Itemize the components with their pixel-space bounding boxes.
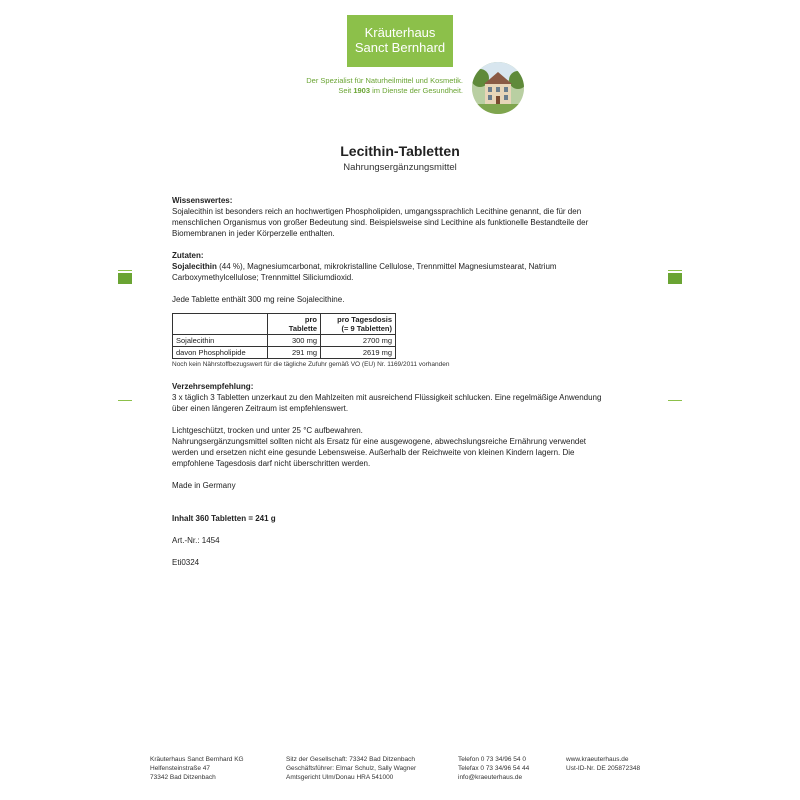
logo-line-2: Sanct Bernhard: [354, 40, 446, 55]
row-name: davon Phospholipide: [173, 347, 268, 359]
table-header-row: [173, 314, 396, 335]
product-info: [172, 195, 612, 568]
footer-contact: [458, 755, 529, 782]
inhalt-text: Inhalt 360 Tabletten = 241 g: [172, 514, 276, 523]
product-title: Lecithin-Tabletten: [340, 143, 460, 159]
verzehr-label: Verzehrsempfehlung:: [172, 382, 254, 391]
nutrition-table: [172, 313, 396, 359]
footer-web: [566, 755, 640, 773]
verzehr-text: 3 x täglich 3 Tabletten unzerkaut zu den Mahlzeiten mit ausreichend Flüssigkeit schlucken. Eine regelmäßige Anwendung über einen längeren Zeitraum ist empfehlenswert.: [172, 393, 602, 413]
zutaten-highlight: Sojalecithin: [172, 262, 217, 271]
table-row: [173, 335, 396, 347]
product-subtitle: Nahrungsergänzungsmittel: [343, 162, 457, 173]
row-per-tablet: 300 mg: [268, 335, 321, 347]
tagline-post: im Dienste der Gesundheit.: [370, 86, 463, 95]
footer-line: Ust-ID-Nr. DE 205872348: [566, 765, 641, 772]
footer-company: [150, 755, 244, 782]
zutaten-rest: (44 %), Magnesiumcarbonat, mikrokristalline Cellulose, Trennmittel Magnesiumstearat, Natrium Carboxymethylcellulose; Trennmittel Siliciumdioxid.: [172, 262, 557, 282]
footer-email[interactable]: info@kraeuterhaus.de: [458, 774, 523, 781]
header-per-day-1: pro Tagesdosis: [337, 315, 392, 324]
tagline-year: 1903: [353, 86, 371, 95]
footer-line: Geschäftsführer: Elmar Schulz, Sally Wagner: [286, 765, 417, 772]
footer-line: Sitz der Gesellschaft: 73342 Bad Ditzenbach: [286, 756, 415, 763]
brand-logo: [347, 15, 453, 67]
building-image: [472, 62, 524, 114]
art-nr-text: Art.-Nr.: 1454: [172, 536, 220, 545]
row-per-tablet: 291 mg: [268, 347, 321, 359]
footer-website-link[interactable]: www.kraeuterhaus.de: [566, 756, 629, 763]
building-photo: [472, 62, 524, 114]
table-header-per-tablet: [268, 314, 321, 335]
footer-legal: [286, 755, 416, 782]
footer-line: Amtsgericht Ulm/Donau HRA 541000: [286, 774, 394, 781]
eti-text: Eti0324: [172, 558, 200, 567]
punch-mark-left: [118, 400, 132, 401]
tagline-line-2: [288, 86, 463, 96]
made-in-text: Made in Germany: [172, 481, 236, 490]
zutaten-text: [172, 261, 612, 283]
per-tablet-text: Jede Tablette enthält 300 mg reine Sojalecithine.: [172, 295, 345, 304]
zutaten-label: Zutaten:: [172, 251, 204, 260]
fold-mark-left: [118, 270, 132, 284]
footer-line: Helfensteinstraße 47: [150, 765, 210, 772]
warning-text: Nahrungsergänzungsmittel sollten nicht als Ersatz für eine ausgewogene, abwechslungsreiche Ernährung verwendet werden und ersetzen nicht eine gesunde Lebensweise. Außerhalb der Reichweite von kleinen Kindern lagern. Die empfohlene Tagesdosis darf nicht überschritten werden.: [172, 437, 587, 468]
row-per-day: 2700 mg: [321, 335, 396, 347]
brand-tagline: [288, 76, 463, 96]
row-per-day: 2619 mg: [321, 347, 396, 359]
punch-mark-right: [668, 400, 682, 401]
footer-line: Telefax 0 73 34/96 54 44: [458, 765, 530, 772]
table-row: [173, 347, 396, 359]
tagline-line-1: Der Spezialist für Naturheilmittel und Kosmetik.: [306, 76, 463, 85]
table-note: Noch kein Nährstoffbezugswert für die tägliche Zufuhr gemäß VO (EU) Nr. 1169/2011 vorhanden: [172, 361, 450, 368]
fold-mark-right: [668, 270, 682, 284]
header-per-tablet-2: Tablette: [288, 324, 317, 333]
footer-line: Telefon 0 73 34/96 54 0: [458, 756, 526, 763]
wissenswertes-text: Sojalecithin ist besonders reich an hochwertigen Phospholipiden, umgangssprachlich Lecithine genannt, die für den menschlichen Organismus von großer Bedeutung sind. Beispielsweise sind Lecithine als funktionelle Bestandteile der Biomembranen in jeder Körperzelle enthalten.: [172, 207, 589, 238]
footer-line: Kräuterhaus Sanct Bernhard KG: [150, 756, 244, 763]
tagline-pre: Seit: [338, 86, 354, 95]
header-per-tablet-1: pro: [304, 315, 317, 324]
row-name: Sojalecithin: [173, 335, 268, 347]
storage-text: Lichtgeschützt, trocken und unter 25 °C aufbewahren.: [172, 426, 363, 435]
table-header-empty: [173, 314, 268, 335]
wissenswertes-label: Wissenswertes:: [172, 196, 233, 205]
header-per-day-2: (= 9 Tabletten): [341, 324, 392, 333]
footer-line: 73342 Bad Ditzenbach: [150, 774, 216, 781]
logo-line-1: Kräuterhaus: [364, 25, 436, 40]
table-header-per-day: [321, 314, 396, 335]
